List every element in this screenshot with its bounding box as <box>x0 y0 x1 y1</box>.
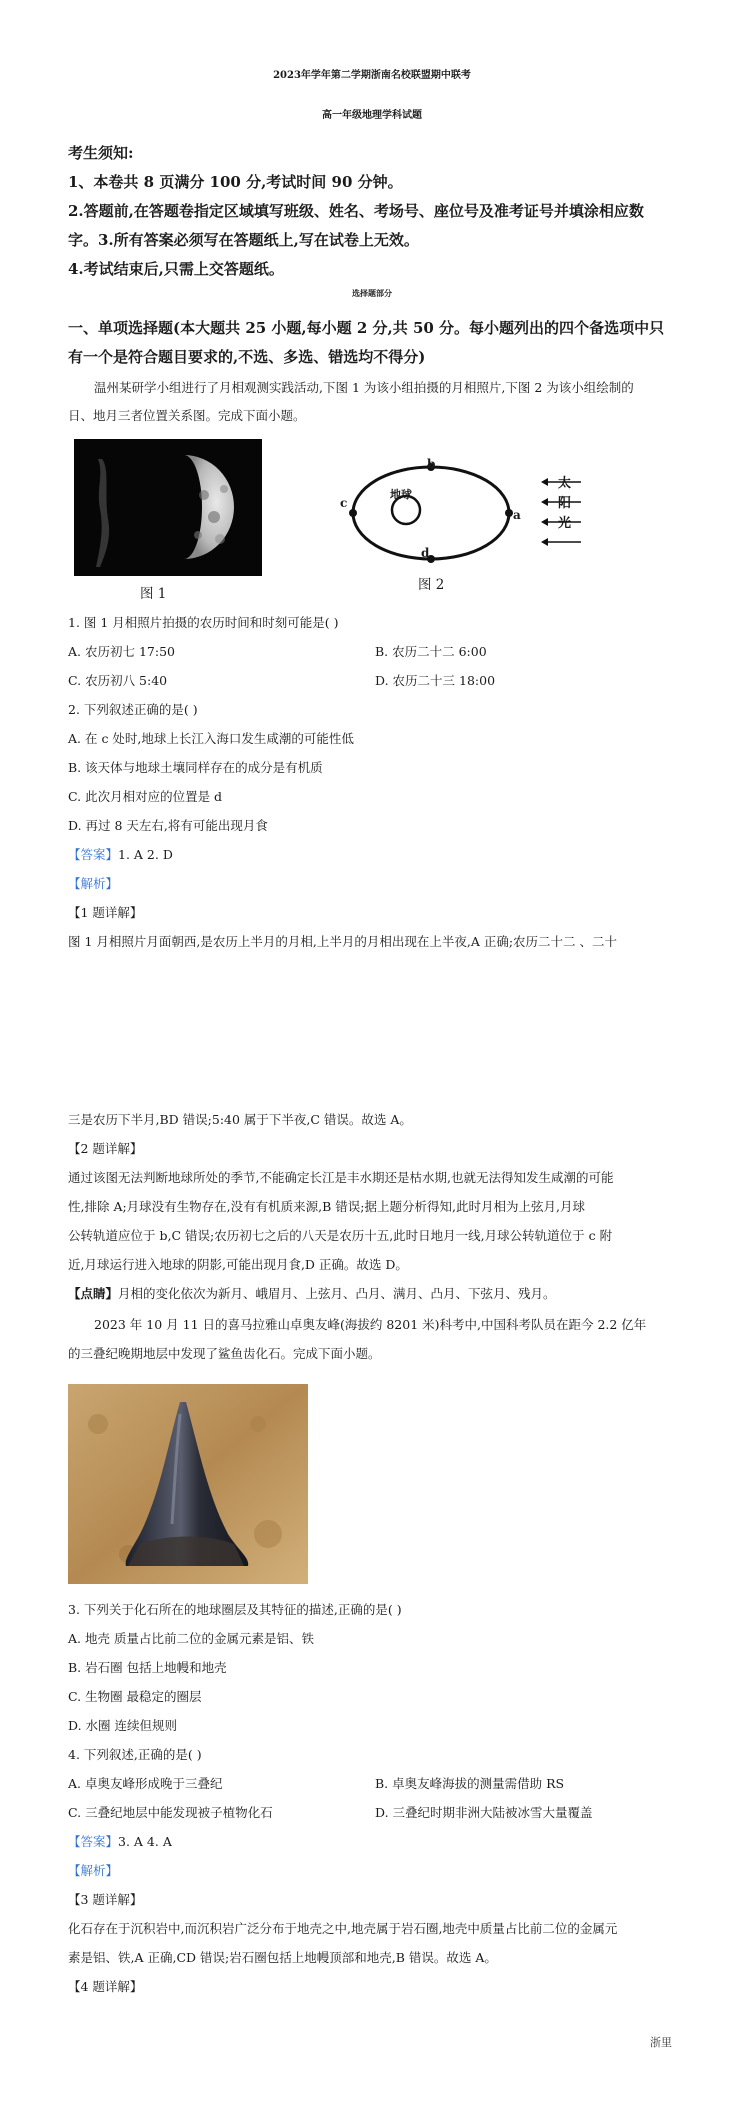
q1-option-d: D. 农历二十三 18:00 <box>375 673 496 688</box>
detail-2-line-3: 公转轨道应位于 b,C 错误;农历初七之后的八天是农历十五,此时日地月一线,月球公转轨道位于 c 附 <box>68 1228 613 1243</box>
answer-1-label: 【答案】 <box>68 847 119 862</box>
section-instruction-1: 一、单项选择题(本大题共 25 小题,每小题 2 分,共 50 分。每小题列出的四个备选项中只 <box>68 319 665 337</box>
detail-2-line-1: 通过该图无法判断地球所处的季节,不能确定长江是丰水期还是枯水期,也就无法得知发生咸潮的可能 <box>68 1170 614 1185</box>
shark-tooth-fossil-photo <box>68 1384 308 1584</box>
tip-1-label: 【点睛】 <box>68 1286 119 1301</box>
answer-1-value: 1. A 2. D <box>118 847 173 862</box>
q4-option-b: B. 卓奥友峰海拔的测量需借助 RS <box>375 1776 565 1791</box>
q4-option-c: C. 三叠纪地层中能发现被子植物化石 <box>68 1805 273 1820</box>
detail-2-line-4: 近,月球运行进入地球的阴影,可能出现月食,D 正确。故选 D。 <box>68 1257 408 1272</box>
section-instruction-2: 有一个是符合题目要求的,不选、多选、错选均不得分) <box>68 348 426 366</box>
q2-option-d: D. 再过 8 天左右,将有可能出现月食 <box>68 818 268 833</box>
intro-2-line-2: 的三叠纪晚期地层中发现了鲨鱼齿化石。完成下面小题。 <box>68 1346 381 1361</box>
answer-1 <box>68 845 173 863</box>
moon-orbit <box>353 467 509 559</box>
q3-option-a: A. 地壳 质量占比前二位的金属元素是铝、铁 <box>68 1631 314 1646</box>
answer-2-label: 【答案】 <box>68 1834 119 1849</box>
q2-option-a: A. 在 c 处时,地球上长江入海口发生咸潮的可能性低 <box>68 731 354 746</box>
detail-4-head: 【4 题详解】 <box>68 1979 143 1994</box>
point-d-label: d <box>421 546 430 560</box>
answer-2 <box>68 1832 172 1850</box>
q1-option-a: A. 农历初七 17:50 <box>68 644 175 659</box>
q3-option-d: D. 水圈 连续但规则 <box>68 1718 177 1733</box>
notice-line-2b: 字。3.所有答案必须写在答题纸上,写在试卷上无效。 <box>68 231 419 249</box>
notice-line-2a: 2.答题前,在答题卷指定区域填写班级、姓名、考场号、座位号及准考证号并填涂相应数 <box>68 202 644 220</box>
point-a-label: a <box>513 508 521 522</box>
earth-label: 地球 <box>390 488 412 501</box>
point-c-label: c <box>340 496 348 510</box>
section-title: 选择题部分 <box>352 288 392 298</box>
detail-3-head: 【3 题详解】 <box>68 1892 143 1907</box>
tip-1 <box>68 1284 556 1302</box>
answer-2-value: 3. A 4. A <box>118 1834 172 1849</box>
detail-1-head: 【1 题详解】 <box>68 905 143 920</box>
detail-3-line-2: 素是铝、铁,A 正确,CD 错误;岩石圈包括上地幔顶部和地壳,B 错误。故选 A。 <box>68 1950 497 1965</box>
detail-2-line-2: 性,排除 A;月球没有生物存在,没有有机质来源,B 错误;据上题分析得知,此时月相为上弦月,月球 <box>68 1199 585 1214</box>
sun-char-1: 太 <box>558 476 572 491</box>
q2-option-c: C. 此次月相对应的位置是 d <box>68 789 223 804</box>
analysis-2-label: 【解析】 <box>68 1863 119 1878</box>
detail-3-line-1: 化石存在于沉积岩中,而沉积岩广泛分布于地壳之中,地壳属于岩石圈,地壳中质量占比前二位的金属元 <box>68 1921 618 1936</box>
fossil-image <box>68 1384 308 1584</box>
intro-1-line-1: 温州某研学小组进行了月相观测实践活动,下图 1 为该小组拍摄的月相照片,下图 2 为该小组绘制的 <box>94 380 634 395</box>
q3-option-b: B. 岩石圈 包括上地幔和地壳 <box>68 1660 227 1675</box>
sun-char-2: 阳 <box>558 496 572 511</box>
exam-subtitle: 高一年级地理学科试题 <box>322 110 422 121</box>
sun-char-3: 光 <box>558 516 572 531</box>
q2-option-b: B. 该天体与地球土壤同样存在的成分是有机质 <box>68 760 323 775</box>
page-footer: 浙里 <box>650 2036 672 2049</box>
tip-1-text: 月相的变化依次为新月、峨眉月、上弦月、凸月、满月、凸月、下弦月、残月。 <box>118 1286 556 1301</box>
detail-1-line-2: 三是农历下半月,BD 错误;5:40 属于下半夜,C 错误。故选 A。 <box>68 1112 412 1127</box>
q1-stem: 1. 图 1 月相照片拍摄的农历时间和时刻可能是( ) <box>68 615 339 630</box>
point-b-label: b <box>427 457 436 471</box>
intro-1-line-2: 日、地月三者位置关系图。完成下面小题。 <box>68 408 306 423</box>
notice-line-1: 1、本卷共 8 页满分 100 分,考试时间 90 分钟。 <box>68 173 403 191</box>
moon-image <box>74 439 262 576</box>
q4-option-d: D. 三叠纪时期非洲大陆被冰雪大量覆盖 <box>375 1805 593 1820</box>
figure-1-moon-photo <box>74 439 262 576</box>
analysis-1-label: 【解析】 <box>68 876 119 891</box>
notice-line-4: 4.考试结束后,只需上交答题纸。 <box>68 260 284 278</box>
q3-stem: 3. 下列关于化石所在的地球圈层及其特征的描述,正确的是( ) <box>68 1602 402 1617</box>
figure-1-caption: 图 1 <box>140 586 167 602</box>
q3-option-c: C. 生物圈 最稳定的圈层 <box>68 1689 202 1704</box>
detail-1-line-1: 图 1 月相照片月面朝西,是农历上半月的月相,上半月的月相出现在上半夜,A 正确;农历二十二 、二十 <box>68 934 618 949</box>
q1-option-b: B. 农历二十二 6:00 <box>375 644 487 659</box>
intro-2-line-1: 2023 年 10 月 11 日的喜马拉雅山卓奥友峰(海拔约 8201 米)科考中,中国科考队员在距今 2.2 亿年 <box>94 1317 647 1332</box>
q2-stem: 2. 下列叙述正确的是( ) <box>68 702 198 717</box>
figure-2-orbit-diagram <box>336 458 586 578</box>
figure-2-caption: 图 2 <box>418 577 445 593</box>
q4-option-a: A. 卓奥友峰形成晚于三叠纪 <box>68 1776 223 1791</box>
q1-option-c: C. 农历初八 5:40 <box>68 673 168 688</box>
exam-title: 2023年学年第二学期浙南名校联盟期中联考 <box>273 70 471 81</box>
detail-2-head: 【2 题详解】 <box>68 1141 143 1156</box>
notice-heading: 考生须知: <box>68 144 134 162</box>
q4-stem: 4. 下列叙述,正确的是( ) <box>68 1747 202 1762</box>
